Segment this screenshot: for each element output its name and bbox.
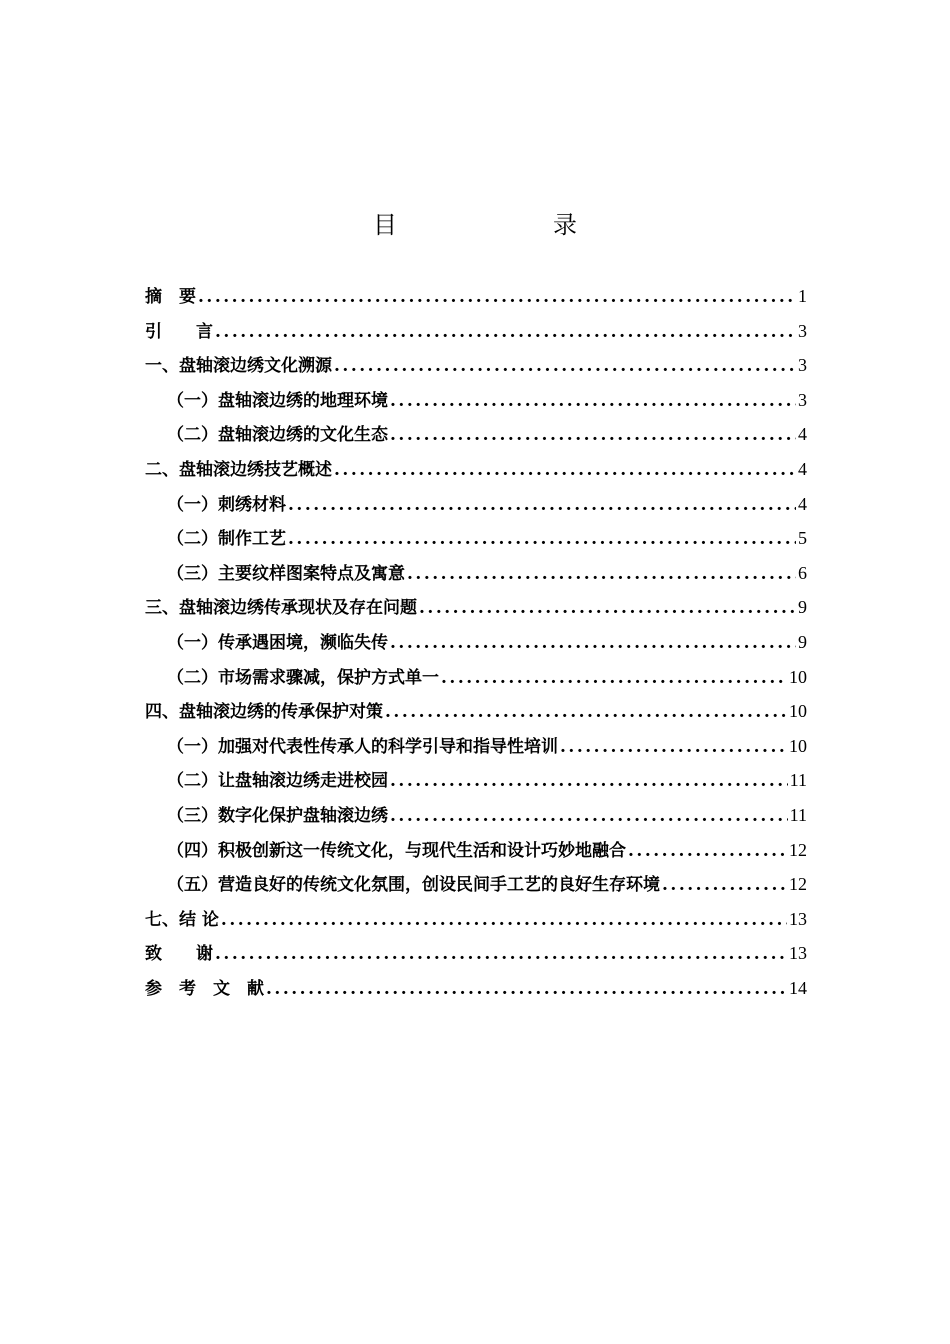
- toc-leader-dots: [198, 287, 796, 307]
- toc-page-number: 10: [789, 701, 807, 722]
- table-of-contents: [145, 282, 807, 1008]
- toc-entry[interactable]: [145, 905, 807, 940]
- toc-page-number: 13: [789, 943, 807, 964]
- toc-entry[interactable]: [145, 386, 807, 421]
- toc-entry-label: 二、盘轴滚边绣技艺概述: [145, 459, 332, 480]
- toc-page-number: 10: [789, 735, 807, 756]
- toc-leader-dots: [221, 910, 787, 930]
- toc-page-number: 12: [789, 839, 807, 860]
- toc-entry-label: （五）营造良好的传统文化氛围，创设民间手工艺的良好生存环境: [167, 875, 660, 896]
- toc-entry-label: （一）加强对代表性传承人的科学引导和指导性培训: [167, 736, 558, 757]
- toc-entry-label: 七、结 论: [145, 909, 219, 930]
- toc-leader-dots: [385, 702, 787, 722]
- toc-entry[interactable]: [145, 766, 807, 801]
- toc-leader-dots: [266, 979, 787, 999]
- toc-leader-dots: [288, 529, 796, 549]
- toc-entry[interactable]: [145, 351, 807, 386]
- toc-entry[interactable]: [145, 974, 807, 1009]
- toc-page-number: 3: [798, 320, 807, 341]
- toc-entry[interactable]: [145, 870, 807, 905]
- toc-leader-dots: [334, 356, 796, 376]
- toc-entry-label: 致 谢: [145, 944, 213, 965]
- toc-entry[interactable]: [145, 697, 807, 732]
- toc-entry[interactable]: [145, 628, 807, 663]
- toc-leader-dots: [441, 668, 787, 688]
- toc-entry-label: （三）数字化保护盘轴滚边绣: [167, 805, 388, 826]
- toc-entry-label: 参 考 文 献: [145, 978, 264, 999]
- toc-leader-dots: [407, 564, 796, 584]
- toc-entry[interactable]: [145, 559, 807, 594]
- toc-leader-dots: [215, 944, 787, 964]
- toc-entry[interactable]: [145, 801, 807, 836]
- toc-page-number: 4: [798, 424, 807, 445]
- toc-leader-dots: [390, 771, 788, 791]
- toc-page-number: 3: [798, 355, 807, 376]
- toc-page-number: 4: [798, 458, 807, 479]
- toc-leader-dots: [662, 875, 787, 895]
- toc-entry-label: （四）积极创新这一传统文化，与现代生活和设计巧妙地融合: [167, 840, 626, 861]
- toc-leader-dots: [390, 806, 788, 826]
- toc-leader-dots: [215, 322, 796, 342]
- toc-entry[interactable]: [145, 732, 807, 767]
- toc-entry[interactable]: [145, 939, 807, 974]
- toc-leader-dots: [390, 425, 796, 445]
- toc-entry-label: 引 言: [145, 321, 213, 342]
- toc-entry-label: （一）传承遇困境，濒临失传: [167, 632, 388, 653]
- toc-page-number: 14: [789, 977, 807, 998]
- toc-entry[interactable]: [145, 663, 807, 698]
- toc-page-number: 1: [798, 286, 807, 306]
- toc-leader-dots: [288, 495, 796, 515]
- toc-entry-label: （三）主要纹样图案特点及寓意: [167, 563, 405, 584]
- toc-entry-label: 三、盘轴滚边绣传承现状及存在问题: [145, 598, 417, 619]
- toc-leader-dots: [334, 460, 796, 480]
- toc-title: 目 录: [373, 211, 613, 239]
- toc-entry-label: （一）盘轴滚边绣的地理环境: [167, 390, 388, 411]
- toc-entry[interactable]: [145, 455, 807, 490]
- toc-page-number: 4: [798, 493, 807, 514]
- toc-entry[interactable]: [145, 524, 807, 559]
- toc-entry[interactable]: [145, 490, 807, 525]
- toc-page-number: 5: [798, 528, 807, 549]
- toc-leader-dots: [390, 633, 796, 653]
- toc-entry[interactable]: [145, 593, 807, 628]
- toc-entry-label: （二）制作工艺: [167, 529, 286, 550]
- toc-leader-dots: [628, 841, 787, 861]
- toc-page-number: 11: [789, 804, 807, 825]
- toc-entry-label: （二）盘轴滚边绣的文化生态: [167, 425, 388, 446]
- toc-page-number: 12: [789, 874, 807, 895]
- toc-page-number: 6: [798, 562, 807, 583]
- toc-leader-dots: [560, 737, 787, 757]
- toc-page-number: 3: [798, 389, 807, 410]
- toc-entry-label: 四、盘轴滚边绣的传承保护对策: [145, 702, 383, 723]
- toc-entry[interactable]: [145, 282, 807, 317]
- toc-entry-label: （二）市场需求骤减，保护方式单一: [167, 667, 439, 688]
- toc-entry[interactable]: [145, 836, 807, 871]
- toc-entry-label: （一）刺绣材料: [167, 494, 286, 515]
- toc-entry-label: 摘 要: [145, 287, 196, 307]
- toc-page-number: 9: [798, 631, 807, 652]
- toc-leader-dots: [390, 391, 796, 411]
- toc-page-number: 11: [789, 770, 807, 791]
- toc-page-number: 9: [798, 597, 807, 618]
- toc-entry-label: （二）让盘轴滚边绣走进校园: [167, 771, 388, 792]
- toc-leader-dots: [419, 598, 796, 618]
- toc-page-number: 13: [789, 908, 807, 929]
- toc-entry[interactable]: [145, 420, 807, 455]
- toc-entry[interactable]: [145, 317, 807, 352]
- toc-entry-label: 一、盘轴滚边绣文化溯源: [145, 356, 332, 377]
- toc-page-number: 10: [789, 666, 807, 687]
